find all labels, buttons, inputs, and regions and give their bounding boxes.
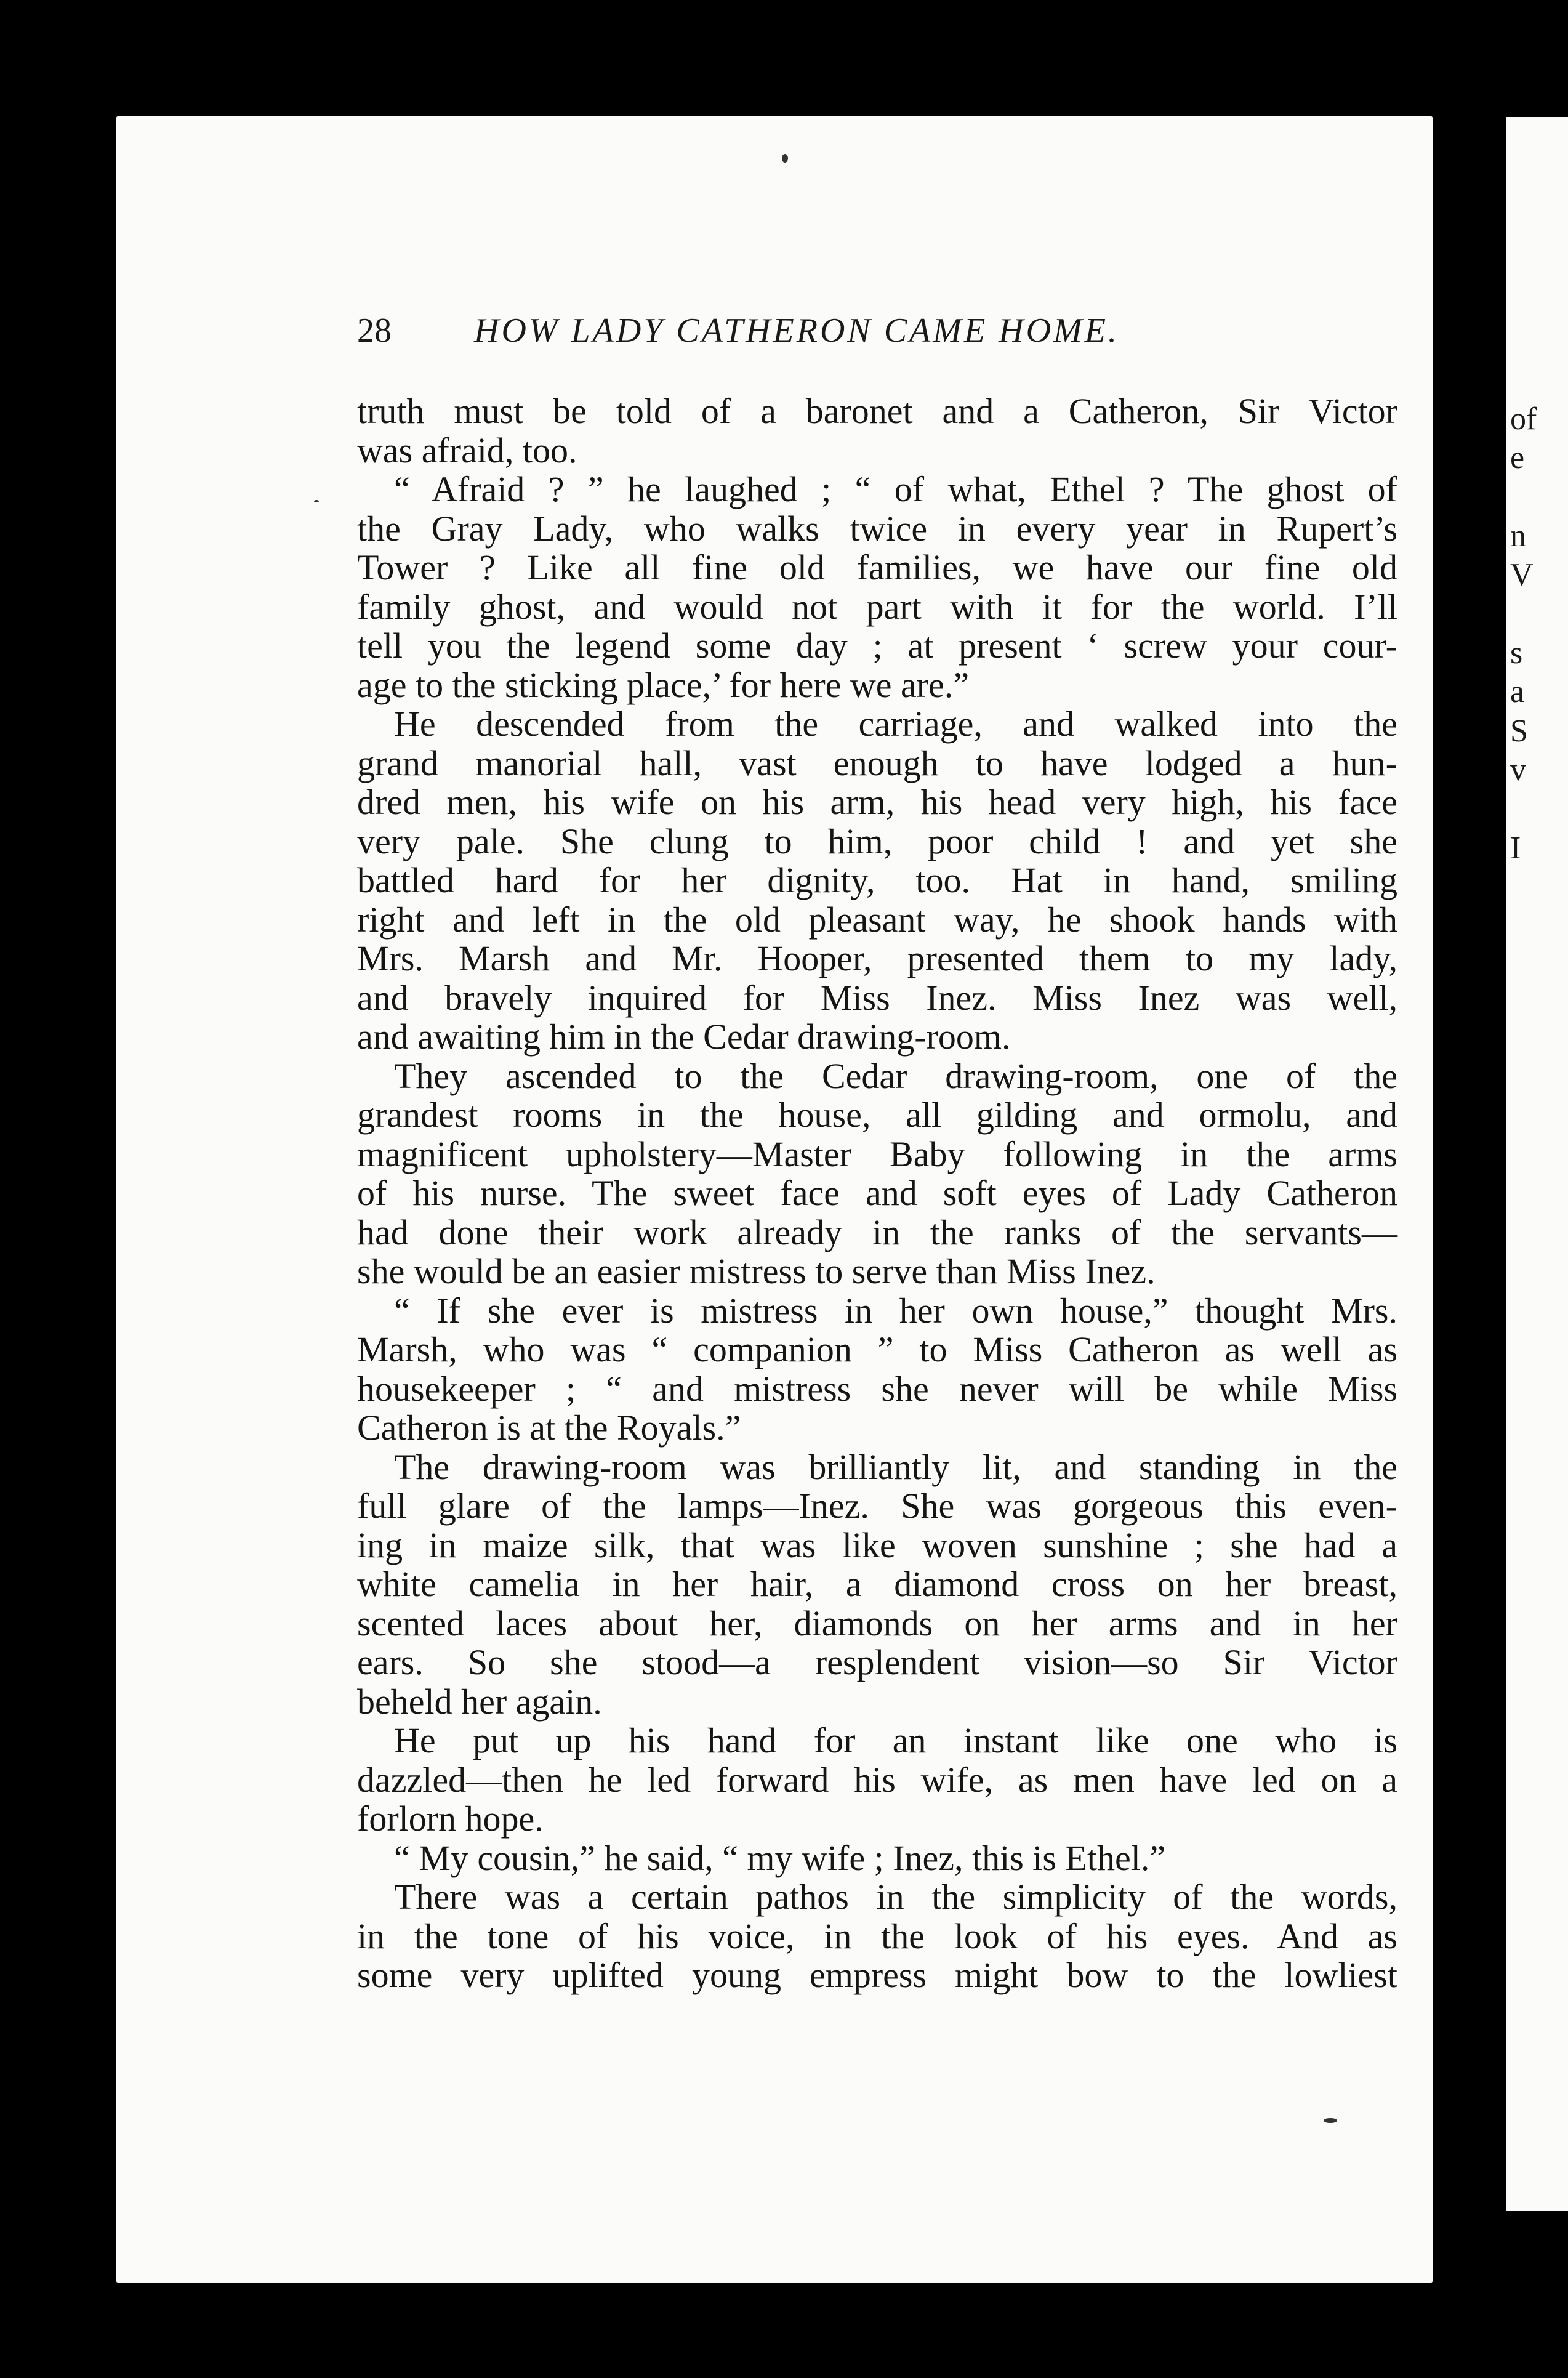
text-line: The drawing-room was brilliantly lit, and standing in the [394, 1446, 1397, 1487]
text-line: and bravely inquired for Miss Inez. Miss Inez was well, [357, 977, 1397, 1018]
text-line: housekeeper ; “ and mistress she never will be while Miss [357, 1368, 1397, 1409]
ink-speck [314, 500, 319, 502]
text-line: age to the sticking place,’ for here we are.” [357, 664, 970, 705]
text-line: scented laces about her, diamonds on her arms and in her [357, 1603, 1397, 1643]
page-number: 28 [357, 312, 392, 350]
text-line: “ Afraid ? ” he laughed ; “ of what, Ethel ? The ghost of [394, 469, 1397, 509]
text-line: beheld her again. [357, 1681, 602, 1722]
text-line: grand manorial hall, vast enough to have lodged a hun- [357, 743, 1397, 783]
text-line: truth must be told of a baronet and a Catheron, Sir Victor [357, 391, 1397, 431]
edge-fragment: V [1510, 557, 1534, 592]
text-line: white camelia in her hair, a diamond cross on her breast, [357, 1564, 1397, 1604]
text-line: ears. So she stood—a resplendent vision—so Sir Victor [357, 1642, 1397, 1682]
text-line: she would be an easier mistress to serve than Miss Inez. [357, 1251, 1156, 1291]
text-line: right and left in the old pleasant way, he shook hands with [357, 899, 1397, 940]
text-line: very pale. She clung to him, poor child ! and yet she [357, 821, 1397, 861]
text-line: the Gray Lady, who walks twice in every year in Rupert’s [357, 508, 1397, 549]
edge-fragment: n [1510, 518, 1526, 554]
text-line: battled hard for her dignity, too. Hat in hand, smiling [357, 860, 1397, 900]
edge-fragment: S [1510, 714, 1528, 749]
edge-fragment: v [1510, 752, 1526, 788]
text-line: Catheron is at the Royals.” [357, 1408, 741, 1448]
ink-speck [782, 154, 788, 163]
next-page-edge [1506, 117, 1568, 2211]
text-line: and awaiting him in the Cedar drawing-room. [357, 1017, 1011, 1057]
text-line: full glare of the lamps—Inez. She was gorgeous this even- [357, 1486, 1397, 1526]
text-line: forlorn hope. [357, 1799, 544, 1839]
body-text [357, 392, 1397, 1995]
edge-fragment: s [1510, 635, 1523, 671]
edge-fragment: I [1510, 831, 1521, 866]
ink-speck [1324, 2118, 1337, 2123]
text-line: “ My cousin,” he said, “ my wife ; Inez, this is Ethel.” [394, 1837, 1166, 1878]
text-line: ing in maize silk, that was like woven sunshine ; she had a [357, 1525, 1397, 1565]
running-title: HOW LADY CATHERON CAME HOME. [474, 312, 1119, 350]
text-line: magnificent upholstery—Master Baby following in the arms [357, 1134, 1397, 1174]
text-line: tell you the legend some day ; at present ‘ screw your cour- [357, 626, 1397, 666]
text-line: He put up his hand for an instant like one who is [394, 1720, 1397, 1760]
text-line: was afraid, too. [357, 430, 577, 470]
text-line: They ascended to the Cedar drawing-room, one of the [394, 1055, 1397, 1096]
text-line: had done their work already in the ranks of the servants— [357, 1212, 1397, 1252]
edge-fragment: a [1510, 674, 1525, 709]
text-line: some very uplifted young empress might bow to the lowliest [357, 1955, 1397, 1995]
text-line: “ If she ever is mistress in her own house,” thought Mrs. [394, 1290, 1397, 1331]
text-line: He descended from the carriage, and walked into the [394, 704, 1397, 744]
text-line: Marsh, who was “ companion ” to Miss Catheron as well as [357, 1329, 1397, 1369]
edge-fragment: e [1510, 440, 1525, 475]
text-line: Tower ? Like all fine old families, we have our fine old [357, 547, 1397, 587]
text-line: There was a certain pathos in the simplicity of the words, [394, 1877, 1397, 1917]
text-line: grandest rooms in the house, all gilding and ormolu, and [357, 1095, 1397, 1135]
text-line: dazzled—then he led forward his wife, as men have led on a [357, 1759, 1397, 1800]
edge-fragment: of [1510, 401, 1537, 437]
text-line: of his nurse. The sweet face and soft eyes of Lady Catheron [357, 1173, 1397, 1213]
text-line: Mrs. Marsh and Mr. Hooper, presented them to my lady, [357, 938, 1397, 978]
text-line: in the tone of his voice, in the look of his eyes. And as [357, 1916, 1397, 1956]
text-line: dred men, his wife on his arm, his head very high, his face [357, 782, 1397, 822]
text-line: family ghost, and would not part with it for the world. I’ll [357, 586, 1397, 627]
